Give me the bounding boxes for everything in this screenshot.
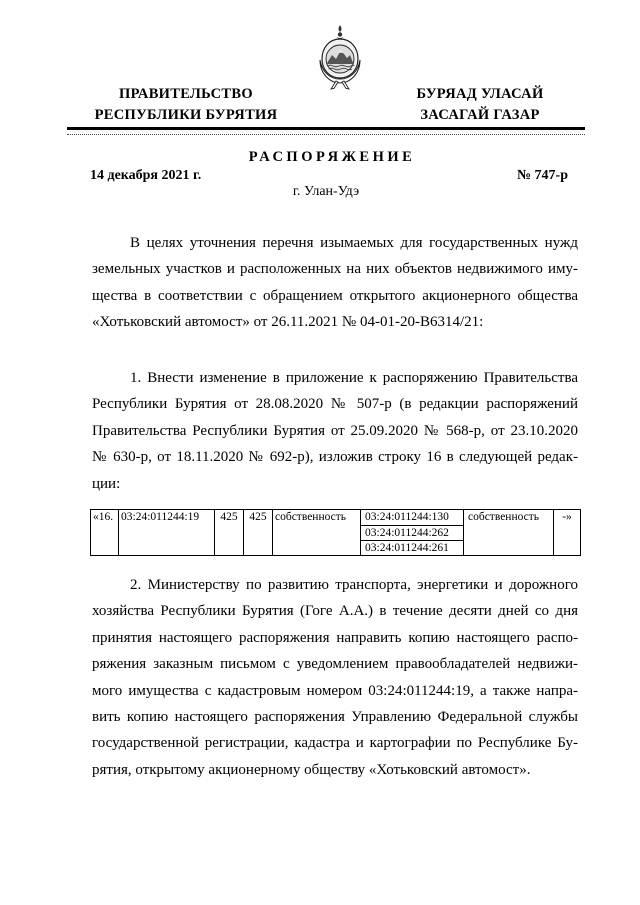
table-cell-row-number: «16.: [91, 510, 119, 556]
header-left-line: ПРАВИТЕЛЬСТВО: [119, 86, 253, 102]
paragraph-line: щества в соответствии с обращением открытого акционерного общества: [92, 287, 578, 304]
paragraph-line: принятия настоящего распоряжения направить копию настоящего распо-: [92, 629, 578, 646]
table-cell-value-1: 425: [215, 510, 244, 556]
table-cell-right-2: собственность: [464, 510, 554, 556]
paragraph-line: рятия, открытому акционерному обществу «Хотьковский автомост».: [92, 761, 531, 778]
paragraph-line: Правительства Республики Бурятия от 25.09.2020 № 568-р, от 23.10.2020: [92, 422, 578, 439]
table-cell-parcel: 03:24:011244:19: [119, 510, 215, 556]
paragraph-line: хозяйства Республики Бурятия (Гоге А.А.) в течение десяти дней со дня: [92, 603, 578, 620]
table-row: [91, 510, 581, 526]
header-right-line: БУРЯАД УЛАСАЙ: [416, 86, 544, 102]
paragraph-line: Республики Бурятия от 28.08.2020 № 507-р (в редакции распоряжений: [92, 396, 578, 413]
document-city: г. Улан-Удэ: [292, 184, 360, 199]
header-rule-thick: [67, 127, 585, 130]
paragraph-line: вить копию настоящего распоряжения Управлению Федеральной службы: [92, 709, 578, 726]
table-cell-object: 03:24:011244:262: [361, 526, 464, 541]
header-right-line: ЗАСАГАЙ ГАЗАР: [420, 107, 540, 123]
paragraph-item-2: [92, 572, 578, 783]
paragraph-line: мого имущества с кадастровым номером 03:24:011244:19, а также напра-: [92, 682, 578, 699]
paragraph-line: государственной регистрации, кадастра и картографии по Республике Бу-: [92, 735, 578, 752]
table-cell-right-1: собственность: [273, 510, 361, 556]
paragraph-preamble: [92, 230, 578, 336]
table-cell-object: 03:24:011244:130: [361, 510, 464, 526]
paragraph-line: ряжения заказным письмом с уведомлением правообладателей недвижи-: [92, 656, 578, 673]
paragraph-line: № 630-р, от 18.11.2020 № 692-р), изложив строку 16 в следующей редак-: [92, 449, 578, 466]
table-cell-object: 03:24:011244:261: [361, 541, 464, 556]
document-date: 14 декабря 2021 г.: [90, 168, 202, 183]
paragraph-line: 2. Министерству по развитию транспорта, энергетики и дорожного: [130, 577, 578, 593]
table-cell-end: -»: [554, 510, 581, 556]
document-type-title: РАСПОРЯЖЕНИЕ: [248, 149, 416, 165]
header-right-authority: [380, 84, 580, 126]
paragraph-item-1: [92, 365, 578, 497]
header-left-line: РЕСПУБЛИКИ БУРЯТИЯ: [94, 107, 278, 123]
paragraph-line: «Хотьковский автомост» от 26.11.2021 № 04-01-20-В6314/21:: [92, 314, 484, 331]
table-cell-value-2: 425: [244, 510, 273, 556]
paragraph-line: 1. Внести изменение в приложение к распоряжению Правительства: [130, 370, 578, 386]
document-number: № 747-р: [516, 168, 568, 183]
header-left-authority: [86, 84, 286, 126]
paragraph-line: ции:: [92, 475, 121, 492]
coat-of-arms-emblem-icon: [317, 24, 363, 90]
paragraph-line: В целях уточнения перечня изымаемых для государственных нужд: [130, 235, 578, 251]
amendment-table: [90, 509, 581, 556]
header-rule-dotted: [67, 134, 585, 135]
paragraph-line: земельных участков и расположенных на них объектов недвижимого иму-: [92, 261, 578, 278]
